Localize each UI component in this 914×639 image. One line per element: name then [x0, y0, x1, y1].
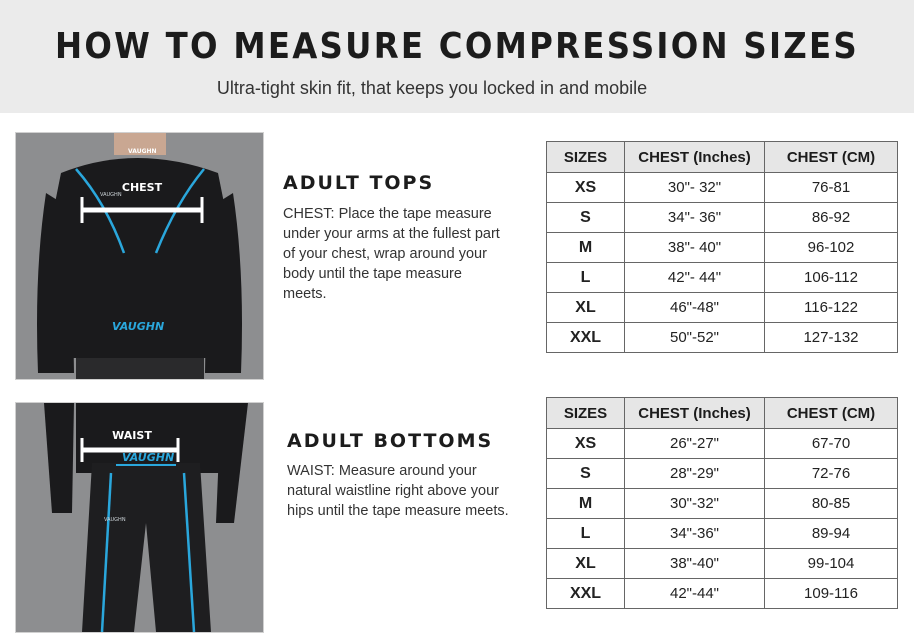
- size-cell: S: [547, 459, 625, 489]
- inches-cell: 38"- 40": [625, 233, 765, 263]
- header-chest-cm: CHEST (CM): [765, 398, 898, 429]
- table-header-row: [547, 398, 898, 429]
- header-chest-inches: CHEST (Inches): [625, 142, 765, 173]
- cm-cell: 76-81: [765, 173, 898, 203]
- size-cell: XL: [547, 549, 625, 579]
- inches-cell: 30"- 32": [625, 173, 765, 203]
- inches-cell: 34"- 36": [625, 203, 765, 233]
- tops-description: CHEST: Place the tape measure under your arms at the fullest part of your chest, wrap around your body until the tape measure meets.: [283, 206, 500, 302]
- size-cell: XXL: [547, 579, 625, 609]
- cm-cell: 99-104: [765, 549, 898, 579]
- size-cell: XXL: [547, 323, 625, 353]
- cm-cell: 89-94: [765, 519, 898, 549]
- page-subtitle: Ultra-tight skin fit, that keeps you locked in and mobile: [216, 78, 648, 98]
- cm-cell: 109-116: [765, 579, 898, 609]
- table-row: [547, 263, 898, 293]
- cm-cell: 80-85: [765, 489, 898, 519]
- inches-cell: 50"-52": [625, 323, 765, 353]
- cm-cell: 127-132: [765, 323, 898, 353]
- pants-brand-leg: VAUGHN: [104, 517, 126, 523]
- header-chest-cm: CHEST (CM): [765, 142, 898, 173]
- size-cell: L: [547, 263, 625, 293]
- bottoms-title: ADULT BOTTOMS: [287, 430, 494, 452]
- table-row: [547, 173, 898, 203]
- size-cell: M: [547, 233, 625, 263]
- bottoms-photo: [15, 402, 264, 633]
- table-row: [547, 323, 898, 353]
- waist-measure-label: WAIST: [112, 429, 152, 442]
- header-sizes: SIZES: [547, 398, 625, 429]
- chest-measure-label: CHEST: [121, 181, 163, 194]
- size-cell: XS: [547, 429, 625, 459]
- header-chest-inches: CHEST (Inches): [625, 398, 765, 429]
- inches-cell: 26"-27": [625, 429, 765, 459]
- table-row: [547, 459, 898, 489]
- size-cell: S: [547, 203, 625, 233]
- header-band: [0, 0, 914, 113]
- inches-cell: 42"- 44": [625, 263, 765, 293]
- tops-title: ADULT TOPS: [283, 172, 435, 194]
- table-row: [547, 579, 898, 609]
- header-sizes: SIZES: [547, 142, 625, 173]
- shirt-brand-hem: VAUGHN: [112, 320, 165, 333]
- table-row: [547, 293, 898, 323]
- table-row: [547, 519, 898, 549]
- shirt-brand-small: VAUGHN: [100, 192, 122, 198]
- table-row: [547, 549, 898, 579]
- bottoms-size-table: [546, 397, 898, 609]
- table-row: [547, 489, 898, 519]
- cm-cell: 72-76: [765, 459, 898, 489]
- table-row: [547, 203, 898, 233]
- page-title: HOW TO MEASURE COMPRESSION SIZES: [54, 26, 860, 67]
- tops-photo: [15, 132, 264, 380]
- pants-brand-waist: VAUGHN: [122, 451, 175, 464]
- cm-cell: 106-112: [765, 263, 898, 293]
- size-cell: XL: [547, 293, 625, 323]
- cm-cell: 116-122: [765, 293, 898, 323]
- cm-cell: 67-70: [765, 429, 898, 459]
- size-cell: XS: [547, 173, 625, 203]
- shirt-brand-chest: VAUGHN: [128, 148, 157, 155]
- table-header-row: [547, 142, 898, 173]
- cm-cell: 86-92: [765, 203, 898, 233]
- table-row: [547, 429, 898, 459]
- size-cell: L: [547, 519, 625, 549]
- size-cell: M: [547, 489, 625, 519]
- inches-cell: 30"-32": [625, 489, 765, 519]
- inches-cell: 34"-36": [625, 519, 765, 549]
- inches-cell: 42"-44": [625, 579, 765, 609]
- inches-cell: 28"-29": [625, 459, 765, 489]
- tops-size-table: [546, 141, 898, 353]
- cm-cell: 96-102: [765, 233, 898, 263]
- bottoms-description: WAIST: Measure around your natural waistline right above your hips until the tape measure meets.: [287, 463, 509, 519]
- inches-cell: 46"-48": [625, 293, 765, 323]
- inches-cell: 38"-40": [625, 549, 765, 579]
- table-row: [547, 233, 898, 263]
